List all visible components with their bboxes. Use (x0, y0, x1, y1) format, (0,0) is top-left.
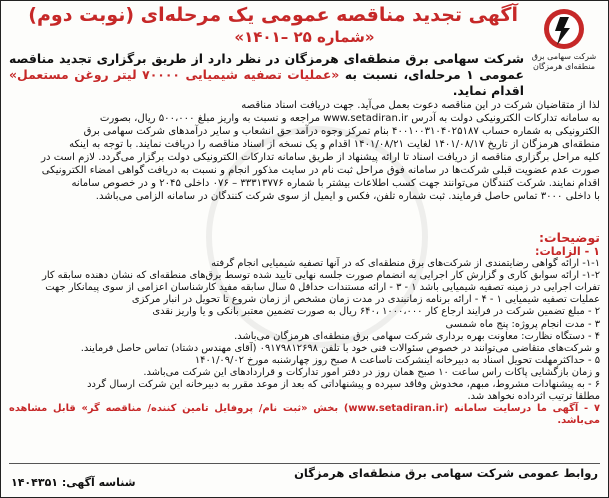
note-line: تفرات اجرایی در زمینه تصفیه شیمیایی باشد ۱ - ۳ - ارائه مستندات حداقل ۵ سال سابقه مفید کارشناسان اعزامی از سوی پیمانکار جهت (45, 282, 600, 294)
note-line: ۲ - مبلغ تضمین شرکت در فرایند ارجاع کار ۱۰۰۰،۰۰۰ ،۶۴۰ ریال به صورت تضمین معتبر بانکی و یا واریز نقدی (152, 306, 600, 318)
footer-divider (9, 463, 600, 464)
para-line: منطقه‌ای هرمزگان از تاریخ ۱۴۰۱/۰۸/۱۷ لغایت ۱۴۰۱/۰۸/۲۱ اقدام و یک نسخه از اسناد مناقصه را دریافت نمایند. با توجه به اینکه (69, 139, 600, 150)
para-line: با داخلی ۳۰۰۰ تماس حاصل فرمایند. ثبت شماره تلفن، فکس و ایمیل از سوی شرکت کنندگان در سامانه الزامی می‌باشد. (95, 191, 600, 202)
footer-signature: روابط عمومی شرکت سهامی برق منطقه‌ای هرمزگان (294, 466, 598, 480)
intro-highlight: «عملیات تصفیه شیمیایی ۷۰۰۰۰ لیتر روغن مستعمل» (9, 67, 340, 82)
para-line: اقدام نمایند. شرکت کنندگان می‌توانند جهت کسب اطلاعات بیشتر با شماره ۳۳۳۱۳۷۷۶ – ۰۷۶ داخلی ۲۰۴۵ و در خصوص سامانه (71, 178, 600, 189)
intro-before: شرکت سهامی برق منطقه‌ای هرمزگان در نظر دارد از طریق برگزاری تجدید مناقصه عمومی ۱ مرحله‌ای، نسبت به (9, 51, 524, 82)
notes-header: توضیحات: (539, 230, 600, 245)
para-line: صورت عدم عضویت قبلی شرکت‌ها در سامانه فوق مراحل ثبت نام در سایت مذکور انجام و نسبت به دریافت گواهی امضاء الکترونیکی (41, 165, 600, 176)
notice-id: شناسه آگهی: ۱۴۰۴۳۵۱ (11, 476, 136, 489)
note-line: ۴ - دستگاه نظارت: معاونت بهره برداری شرکت سهامی برق منطقه‌ای هرمزگان می‌باشد. (234, 330, 600, 342)
tower-bolt-icon (536, 7, 592, 51)
note-line: ۵ - حداکثرمهلت تحویل اسناد به دبیرخانه اینشرکت تاساعت ۸ صبح روز چهارشنبه مورخ ۱۴۰۱/۰۹/۰۲ (194, 354, 600, 366)
note-line: و شرکت‌های متقاضی می‌توانند در خصوص سئوالات فنی خود با تلفن ۰۹۱۷۹۸۱۲۶۹۸ (آقای مهندس دشتاد) تماس حاصل فرمایند. (80, 342, 600, 354)
para-line: کلیه مراحل برگزاری مناقصه از دریافت اسناد تا ارائه پیشنهاد از طریق سامانه تدارکات الکترونیکی دولت برگزار می‌گردد. لازم است در (41, 152, 600, 163)
note-line: ۳ - مدت انجام پروژه: پنج ماه شمسی (445, 318, 600, 330)
note-line: ۱ - الزامات: (535, 245, 600, 258)
intro-after: اقدام نماید. (452, 83, 524, 98)
para-line: به سامانه تدارکات الکترونیکی دولت به آدرس www.setadiran.ir مراجعه و نسبت به واریز مبلغ ۵۰۰،۰۰۰ ریال، بصورت (99, 113, 600, 124)
para-line: لذا از متقاضیان شرکت در این مناقصه دعوت بعمل می‌آید. جهت دریافت اسناد مناقصه (241, 100, 600, 111)
note-line: ۶ - به پیشنهادات مشروط، مبهم، مخدوش وفاقد سپرده و پیشنهاداتی که بعد از موعد مقرر به دبیرخانه این شرکت ارسال گردد (87, 379, 600, 391)
company-logo (528, 7, 600, 72)
notice-number: «شماره ۲۵ –۱۴۰۱» (234, 28, 375, 46)
note-line: ۱-۱- ارائه گواهی رضایتمندی از شرکت‌های برق منطقه‌ای که در آنها تصفیه شیمیایی انجام گرفته (211, 258, 600, 270)
note-line: و زمان بازگشایی پاکات راس ساعت ۱۰ صبح همان روز در دفتر امور تدارکات و قراردادهای این شرکت می‌باشد. (143, 366, 600, 378)
para-line: الکترونیکی به شماره حساب ۴۰۰۱۰۰۳۱۰۴۰۲۵۱۸۷ بنام تمرکز وجوه درآمد حق انشعاب و سایر درآمدهای شرکت سهامی برق (83, 126, 600, 137)
note-line: عملیات تصفیه شیمیایی ۱ - ۴ - ارائه برنامه زمانبندی در مدت زمان مشخص از زمان شروع تا تحویل در انبار مرکزی (131, 294, 600, 306)
note-line-website: ۷ - آگهی ما درسایت سامانه (www.setadiran.ir) بخش «ثبت نام/ پروفایل تامین کننده/ مناقصه گر» قابل مشاهده می‌باشد. (9, 403, 600, 427)
notes-list (9, 246, 600, 427)
body-paragraph (9, 99, 600, 203)
notice-title: آگهی تجدید مناقصه عمومی یک مرحله‌ای (نوبت دوم) (28, 4, 518, 26)
note-line: ۱-۲- ارائه سوابق کاری و گزارش کار اجرایی به انضمام صورت جلسه نهایی تایید شده توسط برق‌های منطقه‌ای که نشان دهنده سابقه کار (42, 270, 600, 282)
note-line: مطلقا ترتیب اثرداده نخواهد شد. (467, 391, 600, 403)
intro-text (9, 51, 524, 99)
logo-caption: شرکت سهامی برق منطقه‌ای هرمزگان (531, 52, 597, 71)
